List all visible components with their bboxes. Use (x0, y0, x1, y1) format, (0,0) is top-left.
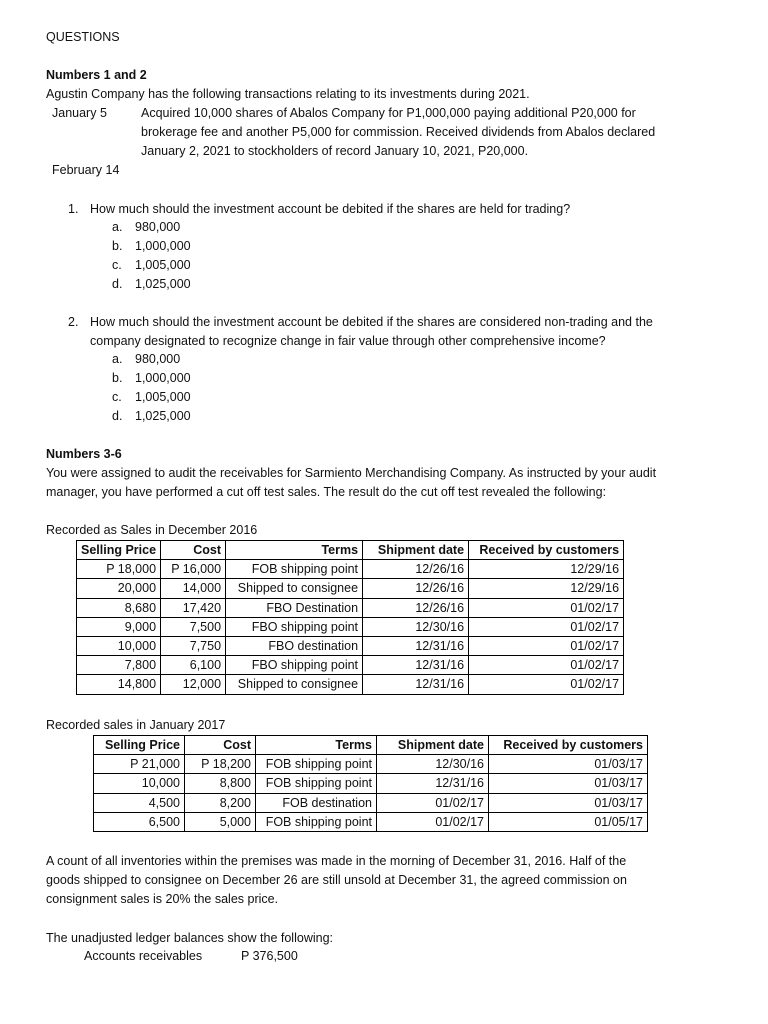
column-header: Shipment date (377, 736, 489, 755)
option-c (112, 256, 191, 275)
table-cell: 01/03/17 (489, 755, 648, 774)
table-cell: 12/29/16 (469, 560, 624, 579)
table-cell: P 18,000 (77, 560, 161, 579)
inventory-paragraph: consignment sales is 20% the sales price. (46, 892, 279, 906)
table-cell: 01/02/17 (469, 636, 624, 655)
table-cell: 10,000 (77, 636, 161, 655)
table-cell: FBO shipping point (226, 617, 363, 636)
option-letter: d. (112, 277, 123, 291)
ledger-label: Accounts receivables (84, 949, 203, 963)
inventory-paragraph: goods shipped to consignee on December 26 are still unsold at December 31, the agreed commission on (46, 873, 627, 887)
table-cell: 6,500 (94, 812, 185, 831)
table-cell: 8,800 (185, 774, 256, 793)
table-cell: 12/29/16 (469, 579, 624, 598)
column-header: Terms (226, 541, 363, 560)
option-c (112, 388, 191, 407)
column-header: Cost (185, 736, 256, 755)
option-value: 1,025,000 (135, 409, 191, 423)
table-row (77, 656, 624, 675)
column-header: Received by customers (469, 541, 624, 560)
table-cell: 12/31/16 (363, 656, 469, 675)
question-text: How much should the investment account be debited if the shares are held for trading? (90, 202, 571, 216)
table-row (77, 579, 624, 598)
option-value: 980,000 (135, 220, 181, 234)
question-number: 2. (68, 315, 79, 329)
table-cell: 01/02/17 (377, 793, 489, 812)
table-cell: 14,000 (161, 579, 226, 598)
table-cell: P 18,200 (185, 755, 256, 774)
option-a (112, 350, 180, 369)
table-cell: FBO destination (226, 636, 363, 655)
transaction-line: Acquired 10,000 shares of Abalos Company for P1,000,000 paying additional P20,000 for (141, 106, 636, 120)
option-value: 1,005,000 (135, 390, 191, 404)
option-value: 1,005,000 (135, 258, 191, 272)
option-letter: a. (112, 220, 123, 234)
section2-intro: manager, you have performed a cut off test sales. The result do the cut off test revealed the following: (46, 485, 607, 499)
table-cell: 4,500 (94, 793, 185, 812)
question-2 (68, 313, 653, 332)
table-cell: P 21,000 (94, 755, 185, 774)
table-cell: 12/31/16 (363, 636, 469, 655)
table-cell: 12/26/16 (363, 579, 469, 598)
table-header-row (77, 541, 624, 560)
table-row (94, 793, 648, 812)
table-row (94, 812, 648, 831)
option-value: 1,025,000 (135, 277, 191, 291)
table-cell: 01/03/17 (489, 793, 648, 812)
table-cell: 17,420 (161, 598, 226, 617)
table-cell: FOB shipping point (226, 560, 363, 579)
column-header: Cost (161, 541, 226, 560)
option-d (112, 275, 191, 294)
table-cell: 12/31/16 (363, 675, 469, 694)
table-cell: 01/02/17 (469, 656, 624, 675)
date-january-5: January 5 (52, 106, 107, 120)
table-cell: FBO Destination (226, 598, 363, 617)
table-cell: 7,800 (77, 656, 161, 675)
table-row (94, 774, 648, 793)
table-row (77, 560, 624, 579)
table-cell: 01/02/17 (377, 812, 489, 831)
table-cell: 9,000 (77, 617, 161, 636)
table-cell: FOB shipping point (256, 755, 377, 774)
option-value: 1,000,000 (135, 239, 191, 253)
table-cell: 12,000 (161, 675, 226, 694)
table-cell: 7,750 (161, 636, 226, 655)
table-row (94, 755, 648, 774)
table-cell: 01/05/17 (489, 812, 648, 831)
table-cell: Shipped to consignee (226, 579, 363, 598)
table-cell: 20,000 (77, 579, 161, 598)
table-cell: 01/02/17 (469, 598, 624, 617)
column-header: Selling Price (77, 541, 161, 560)
table-cell: FOB shipping point (256, 774, 377, 793)
date-february-14: February 14 (52, 163, 120, 177)
column-header: Selling Price (94, 736, 185, 755)
table1-caption: Recorded as Sales in December 2016 (46, 523, 258, 537)
table-row (77, 598, 624, 617)
option-b (112, 237, 191, 256)
question-1 (68, 200, 570, 219)
option-letter: a. (112, 352, 123, 366)
option-value: 1,000,000 (135, 371, 191, 385)
table-cell: 8,680 (77, 598, 161, 617)
inventory-paragraph: A count of all inventories within the premises was made in the morning of December 31, 2016. Half of the (46, 854, 627, 868)
section-title-numbers-3-6: Numbers 3-6 (46, 447, 122, 461)
option-a (112, 218, 180, 237)
ledger-value: P 376,500 (241, 949, 298, 963)
table-header-row (94, 736, 648, 755)
table-cell: 01/02/17 (469, 675, 624, 694)
option-letter: c. (112, 390, 122, 404)
question-text-continued: company designated to recognize change in fair value through other comprehensive income? (90, 334, 606, 348)
table-cell: Shipped to consignee (226, 675, 363, 694)
table-cell: 8,200 (185, 793, 256, 812)
page-heading: QUESTIONS (46, 30, 120, 44)
table-cell: 7,500 (161, 617, 226, 636)
table-cell: 12/30/16 (377, 755, 489, 774)
table-cell: 14,800 (77, 675, 161, 694)
december-sales-table (76, 540, 624, 695)
option-b (112, 369, 191, 388)
column-header: Received by customers (489, 736, 648, 755)
table-cell: P 16,000 (161, 560, 226, 579)
option-letter: d. (112, 409, 123, 423)
option-value: 980,000 (135, 352, 181, 366)
table-cell: 10,000 (94, 774, 185, 793)
table2-caption: Recorded sales in January 2017 (46, 718, 226, 732)
table-cell: 01/03/17 (489, 774, 648, 793)
table-row (77, 675, 624, 694)
column-header: Shipment date (363, 541, 469, 560)
table-cell: 6,100 (161, 656, 226, 675)
table-cell: 12/31/16 (377, 774, 489, 793)
table-cell: 01/02/17 (469, 617, 624, 636)
table-cell: FOB destination (256, 793, 377, 812)
transaction-line: brokerage fee and another P5,000 for commission. Received dividends from Abalos declared (141, 125, 656, 139)
section-title-numbers-1-2: Numbers 1 and 2 (46, 68, 147, 82)
option-d (112, 407, 191, 426)
option-letter: c. (112, 258, 122, 272)
table-cell: FOB shipping point (256, 812, 377, 831)
ledger-intro: The unadjusted ledger balances show the following: (46, 931, 333, 945)
transaction-line: January 2, 2021 to stockholders of record January 10, 2021, P20,000. (141, 144, 529, 158)
section1-intro: Agustin Company has the following transactions relating to its investments during 2021. (46, 87, 530, 101)
table-cell: FBO shipping point (226, 656, 363, 675)
option-letter: b. (112, 239, 123, 253)
section2-intro: You were assigned to audit the receivables for Sarmiento Merchandising Company. As instructed by your audit (46, 466, 657, 480)
question-number: 1. (68, 202, 79, 216)
table-cell: 5,000 (185, 812, 256, 831)
table-row (77, 617, 624, 636)
column-header: Terms (256, 736, 377, 755)
table-row (77, 636, 624, 655)
january-sales-table (93, 735, 648, 832)
table-cell: 12/30/16 (363, 617, 469, 636)
question-text: How much should the investment account be debited if the shares are considered non-trading and the (90, 315, 653, 329)
table-cell: 12/26/16 (363, 598, 469, 617)
option-letter: b. (112, 371, 123, 385)
table-cell: 12/26/16 (363, 560, 469, 579)
